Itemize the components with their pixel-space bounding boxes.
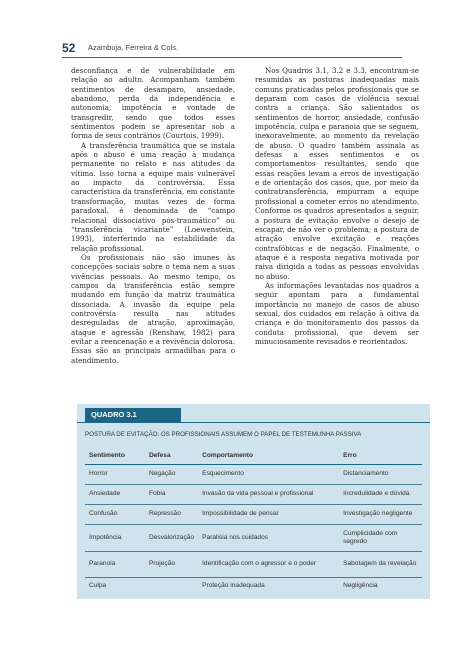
- table-cell: Esquecimento: [198, 465, 339, 485]
- quadro-table: [85, 447, 422, 595]
- quadro-subtitle: POSTURA DE EVITAÇÃO: OS PROFISSIONAIS ASSUMEM O PAPEL DE TESTEMUNHA PASSIVA: [85, 431, 362, 438]
- table-row: [85, 485, 422, 505]
- table-row: [85, 552, 422, 578]
- table-cell: Proteção inadequada: [202, 582, 265, 590]
- table-cell: Distanciamento: [339, 465, 422, 485]
- quadro-title: QUADRO 3.1: [85, 408, 181, 422]
- table-cell: Sabotagem da revelação: [339, 552, 422, 578]
- table-row: [85, 505, 422, 525]
- page-header: [62, 41, 402, 58]
- header-rule: [62, 57, 402, 58]
- table-cell: Fobia: [145, 485, 198, 505]
- column-header: Erro: [339, 447, 422, 465]
- left-text-column: [71, 66, 235, 365]
- quadro-rule: [77, 422, 430, 423]
- table-cell: Negação: [145, 465, 198, 485]
- table-cell: Horror: [85, 465, 145, 485]
- table-cell: Invasão da vida pessoal e profissional: [198, 485, 339, 505]
- table-row: [85, 525, 422, 552]
- table-cell: Paranoia: [85, 552, 145, 578]
- table-cell: Investigação negligente: [339, 505, 422, 525]
- quadro-box: [77, 404, 430, 599]
- table-cell: Repressão: [145, 505, 198, 525]
- table-row: [85, 465, 422, 485]
- table-cell: Negligência: [343, 582, 378, 590]
- table-cell: Confusão: [85, 505, 145, 525]
- column-header: Defesa: [145, 447, 198, 465]
- paragraph: A transferência traumática que se instala após o abuso é uma reação à mudança permanente no relato e nas atitudes da vítima. Isso torna a equipe mais vulnerável ao impacto da controvérsia. Essa característica da transferência, em constante transformação, muitas vezes de forma paradoxal, é denominada de “campo relacional dissociativo pós-traumático” ou “transferência vicariante” (Loewenstein, 1993), interferindo na estabilidade da relação profissional.: [71, 140, 235, 253]
- paragraph: Nos Quadros 3.1, 3.2 e 3.3, encontram-se resumidas as posturas inadequadas mais comuns praticadas pelos profissionais que se deparam com casos de violência sexual contra a criança. São salientados os sentimentos de horror, ansiedade, confusão impotência, culpa e paranoia que se seguem, inexoravelmente, ao momento da revelação de abuso. O quadro também assinala as defesas a esses sentimentos e os comportamentos resultantes, sendo que essas reações levam a erros de investigação e de orientação dos casos, que, por meio da contratransferência, empurram a equipe profissional a cometer erros no atendimento. Conforme os quadros apresentados a seguir, a postura de evitação envolve o desejo de escapar, de não ver o problema; a postura de atração envolve excitação e reações contrafóbicas e de negação. Finalmente, o ataque é a resposta negativa motivada por raiva dirigida a todas as pessoas envolvidas no abuso.: [255, 66, 419, 281]
- right-text-column: [255, 66, 419, 346]
- table-row: [85, 578, 422, 596]
- column-header: Sentimento: [85, 447, 145, 465]
- table-header-row: [85, 447, 422, 465]
- column-header: Comportamento: [198, 447, 339, 465]
- table-cell: Desvalorização: [145, 525, 198, 552]
- table-cell: Projeção: [145, 552, 198, 578]
- paragraph: Os profissionais não são imunes às concepções sociais sobre o tema nem a suas vivências pessoais. Ao mesmo tempo, os campos da transferência estão sempre mudando em função da matriz traumática dissociada. A invasão da equipe pela controvérsia resulta nas atitudes desreguladas de atração, aproximação, ataque e agressão (Renshaw, 1982) para evitar a reencenação e a revivência dolorosa. Essas são as principais armadilhas para o atendimento.: [71, 252, 235, 365]
- table-cell: Impossibilidade de pensar: [198, 505, 339, 525]
- paragraph: desconfiança e de vulnerabilidade em relação ao adulto. Acompanham também sentimentos de desamparo, ansiedade, abandono, perda da independência e autonomia, impotência e vontade de transgredir, sendo que todos esses sentimentos podem se apresentar sob a forma de seus contrários (Courtois, 1999).: [71, 66, 235, 141]
- table-cell: Paralisia nos cuidados: [198, 525, 339, 552]
- table-cell: Incredulidade e dúvida: [339, 485, 422, 505]
- table-cell: Culpa: [89, 582, 107, 590]
- table-cell: Ansiedade: [85, 485, 145, 505]
- paragraph: As informações levantadas nos quadros a seguir apontam para a fundamental importância no manejo de casos de abuso sexual, dos cuidados em relação à oitiva da criança e do monitoramento dos passos da conduta profissional, que devem ser minuciosamente revisados e reorientados.: [255, 280, 419, 346]
- table-cell: [145, 578, 198, 596]
- running-head-authors: Azambuja, Ferreira & Cols.: [88, 43, 179, 52]
- table-cell: Cumplicidade com segredo: [339, 525, 422, 552]
- page-number: 52: [62, 41, 76, 55]
- table-cell: Identificação com o agressor e o poder: [198, 552, 339, 578]
- table-cell: Impotência: [85, 525, 145, 552]
